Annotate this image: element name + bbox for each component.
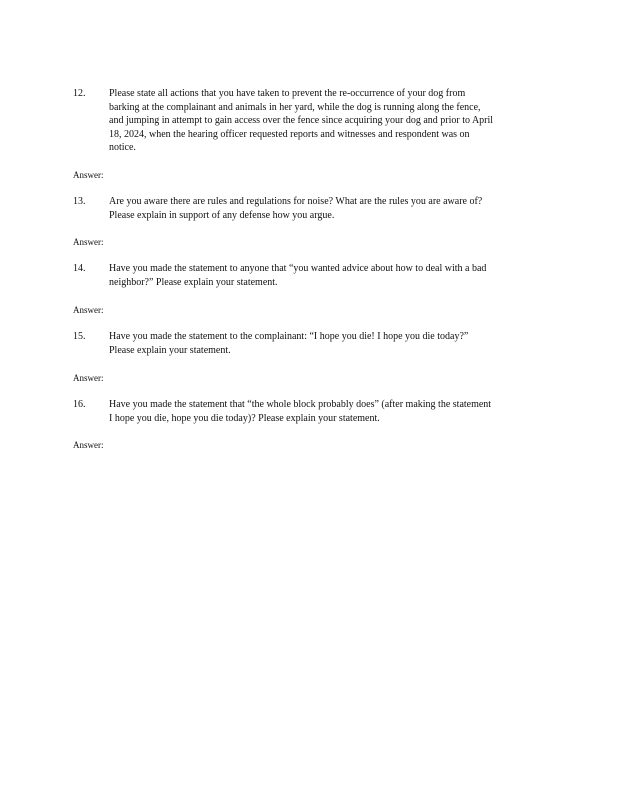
question-15 bbox=[73, 330, 553, 357]
question-text bbox=[109, 87, 553, 155]
question-number: 15. bbox=[73, 331, 86, 342]
question-number: 12. bbox=[73, 88, 86, 99]
question-line: Are you aware there are rules and regulations for noise? What are the rules you are aware of? bbox=[109, 196, 483, 207]
question-line: Please state all actions that you have taken to prevent the re-occurrence of your dog from bbox=[109, 88, 466, 99]
question-line: Please explain in support of any defense how you argue. bbox=[109, 209, 335, 221]
question-line: Please explain your statement. bbox=[109, 344, 231, 356]
answer-label: Answer: bbox=[73, 305, 104, 315]
question-line: 18, 2024, when the hearing officer requested reports and witnesses and respondent was on bbox=[109, 128, 470, 140]
question-16 bbox=[73, 398, 553, 425]
question-number: 16. bbox=[73, 399, 86, 410]
question-line: neighbor?” Please explain your statement. bbox=[109, 276, 278, 288]
question-number: 13. bbox=[73, 196, 86, 207]
question-13 bbox=[73, 195, 553, 222]
question-line: Have you made the statement to the complainant: “I hope you die! I hope you die today?” bbox=[109, 331, 469, 342]
answer-label: Answer: bbox=[73, 170, 104, 180]
question-line: and jumping in attempt to gain access over the fence since acquiring your dog and prior to April bbox=[109, 115, 494, 126]
question-text bbox=[109, 398, 553, 425]
answer-label: Answer: bbox=[73, 237, 104, 247]
question-line: Have you made the statement that “the whole block probably does” (after making the statement bbox=[109, 399, 492, 410]
question-number: 14. bbox=[73, 263, 86, 274]
question-line: I hope you die, hope you die today)? Please explain your statement. bbox=[109, 412, 380, 424]
question-line: Have you made the statement to anyone that “you wanted advice about how to deal with a bad bbox=[109, 263, 487, 274]
answer-label: Answer: bbox=[73, 373, 104, 383]
question-line: barking at the complainant and animals in her yard, while the dog is running along the fence, bbox=[109, 101, 481, 113]
question-line: notice. bbox=[109, 142, 136, 153]
answer-label: Answer: bbox=[73, 440, 104, 450]
question-12 bbox=[73, 87, 553, 155]
question-text bbox=[109, 262, 553, 289]
question-text bbox=[109, 330, 553, 357]
question-text bbox=[109, 195, 553, 222]
question-14 bbox=[73, 262, 553, 289]
